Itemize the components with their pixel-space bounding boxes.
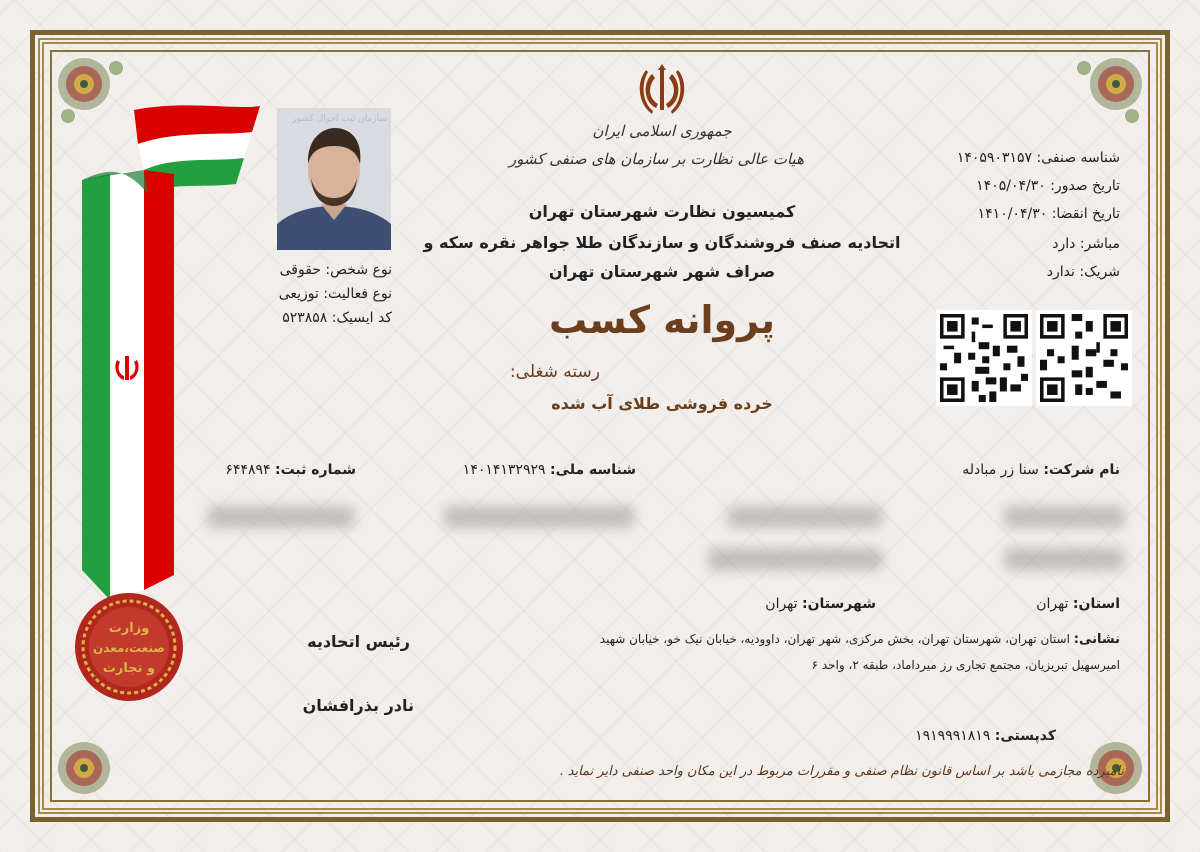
redacted-block — [444, 506, 634, 528]
guild-id-row: شناسه صنفی: ۱۴۰۵۹۰۳۱۵۷ — [956, 150, 1120, 166]
company-name-row: نام شرکت: سنا زر مبادله — [962, 462, 1120, 478]
direct-row: مباشر: دارد — [1052, 236, 1120, 252]
photo-watermark: سازمان ثبت احوال کشور — [292, 114, 387, 124]
signature-title: رئیس اتحادیه — [307, 632, 410, 651]
postal-code-row: کدپستی: ۱۹۱۹۹۹۱۸۱۹ — [915, 728, 1056, 744]
license-title: پروانه کسب — [548, 298, 776, 342]
corner-ornament-top-right — [1068, 54, 1146, 132]
partner-row: شریک: ندارد — [1046, 264, 1120, 280]
corner-ornament-bottom-left — [54, 720, 132, 798]
svg-text:صنعت،معدن: صنعت،معدن — [93, 641, 165, 655]
footer-note: نامبرده مجازمی باشد بر اساس قانون نظام صنفی و مقررات مربوط در این مکان واحد صنفی دایر نماید . — [559, 764, 1124, 779]
ministry-seal — [74, 592, 184, 702]
city-row: شهرستان: تهران — [765, 596, 876, 612]
corner-ornament-bottom-right — [1068, 720, 1146, 798]
redacted-block — [728, 506, 882, 528]
redacted-block — [708, 548, 882, 570]
svg-text:وزارت: وزارت — [108, 621, 150, 636]
address-line1: نشانی: استان تهران، شهرستان تهران، بخش مرکزی، شهر تهران، داوودیه، خیابان نیک خو، خیابان شهید — [599, 632, 1120, 647]
category-label: رسته شغلی: — [509, 362, 600, 382]
signature-name: نادر بذرافشان — [302, 696, 414, 715]
redacted-block — [208, 506, 354, 528]
registration-number-row: شماره ثبت: ۶۴۴۸۹۴ — [225, 462, 356, 478]
category-value: خرده فروشی طلای آب شده — [551, 394, 773, 413]
republic-title: جمهوری اسلامی ایران — [592, 122, 732, 140]
redacted-block — [1004, 506, 1124, 528]
person-type-row: نوع شخص: حقوقی — [279, 262, 392, 278]
issue-date-row: تاریخ صدور: ۱۴۰۵/۰۴/۳۰ — [976, 178, 1120, 194]
union-title-line2: صراف شهر شهرستان تهران — [548, 262, 776, 281]
address-line2: امیرسهیل تبریزیان، مجتمع تجاری رز میرداماد، طبقه ۲، واحد ۶ — [811, 658, 1120, 672]
iran-emblem-icon — [634, 62, 690, 118]
redacted-block — [1004, 548, 1124, 570]
isic-code-row: کد ایسیک: ۵۲۳۸۵۸ — [282, 310, 392, 326]
qr-code-icon — [1036, 310, 1132, 406]
person-photo — [277, 108, 391, 250]
svg-text:و تجارت: و تجارت — [102, 661, 156, 676]
national-id-row: شناسه ملی: ۱۴۰۱۴۱۳۲۹۲۹ — [462, 462, 636, 478]
province-row: استان: تهران — [1036, 596, 1120, 612]
authority-title: هیات عالی نظارت بر سازمان های صنفی کشور — [508, 150, 804, 168]
qr-code-icon — [936, 310, 1032, 406]
union-title-line1: اتحادیه صنف فروشندگان و سازندگان طلا جواهر نقره سکه و — [423, 233, 901, 252]
activity-type-row: نوع فعالیت: توزیعی — [278, 286, 392, 302]
expiry-date-row: تاریخ انقضا: ۱۴۱۰/۰۴/۳۰ — [977, 206, 1120, 222]
commission-title: کمیسیون نظارت شهرستان تهران — [528, 202, 796, 221]
